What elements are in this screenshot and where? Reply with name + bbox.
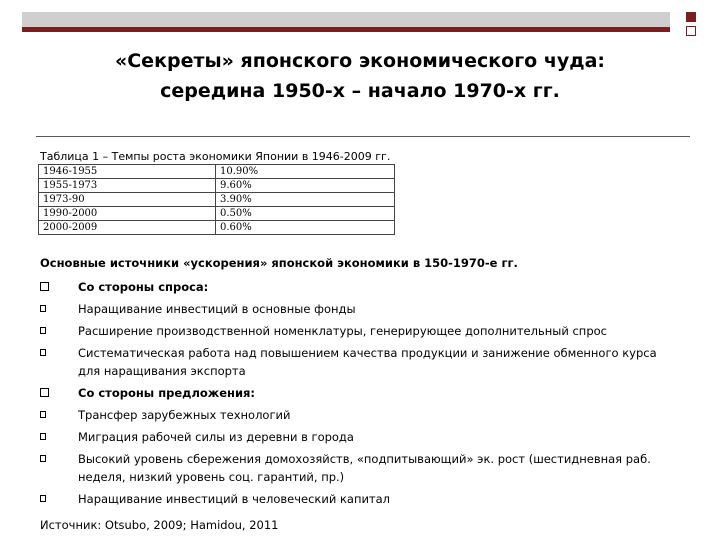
section-heading: Основные источники «ускорения» японской экономики в 150-1970-е гг.	[40, 256, 518, 270]
table-row	[39, 165, 395, 179]
list-item-text: Наращивание инвестиций в основные фонды	[78, 302, 356, 316]
list-item	[40, 450, 680, 486]
list-item	[40, 384, 680, 402]
square-bullet-icon	[40, 388, 49, 397]
square-bullet-icon	[40, 282, 49, 291]
list-item	[40, 278, 680, 296]
corner-square-filled	[686, 12, 696, 22]
list-item	[40, 344, 680, 380]
slide-title-line2: середина 1950-х – начало 1970-х гг.	[160, 80, 560, 102]
list-item	[40, 490, 680, 508]
growth-rate-table	[38, 164, 395, 235]
list-item	[40, 300, 680, 318]
list-item	[40, 428, 680, 446]
table-cell-period: 1946-1955	[39, 165, 216, 179]
bullet-icon	[40, 433, 46, 440]
table-row	[39, 221, 395, 235]
bullet-icon	[40, 305, 46, 312]
header-bar	[22, 12, 670, 32]
corner-square-outline	[686, 26, 696, 36]
table-cell-rate: 0.60%	[216, 221, 395, 235]
table-cell-rate: 10.90%	[216, 165, 395, 179]
list-item	[40, 322, 680, 340]
demand-label: Со стороны спроса:	[78, 280, 209, 294]
list-item-text: Наращивание инвестиций в человеческий капитал	[78, 492, 391, 506]
source-note: Источник: Otsubo, 2009; Hamidou, 2011	[40, 518, 279, 532]
content-block	[40, 254, 680, 534]
table-row	[39, 179, 395, 193]
list-item	[40, 406, 680, 424]
list-item-text: Трансфер зарубежных технологий	[78, 408, 291, 422]
table-cell-rate: 9.60%	[216, 179, 395, 193]
list-item-text: Систематическая работа над повышением качества продукции и занижение обменного курса для наращивания экспорта	[78, 346, 657, 378]
slide-title-line1: «Секреты» японского экономического чуда:	[114, 50, 606, 72]
list-item-text: Миграция рабочей силы из деревни в города	[78, 430, 354, 444]
table-cell-period: 1955-1973	[39, 179, 216, 193]
list-item-text: Расширение производственной номенклатуры, генерирующее дополнительный спрос	[78, 324, 607, 338]
bullet-icon	[40, 411, 46, 418]
table-row	[39, 193, 395, 207]
divider-line	[36, 136, 690, 137]
table-row	[39, 207, 395, 221]
table-cell-period: 1990-2000	[39, 207, 216, 221]
table-cell-rate: 0.50%	[216, 207, 395, 221]
bullet-icon	[40, 455, 46, 462]
supply-label: Со стороны предложения:	[78, 386, 256, 400]
list-item-text: Высокий уровень сбережения домохозяйств, «подпитывающий» эк. рост (шестидневная раб. неделя, низкий уровень соц. гарантий, пр.)	[78, 452, 651, 484]
table-cell-period: 1973-90	[39, 193, 216, 207]
bullet-icon	[40, 327, 46, 334]
table-cell-rate: 3.90%	[216, 193, 395, 207]
table-caption: Таблица 1 – Темпы роста экономики Японии в 1946-2009 гг.	[40, 150, 391, 163]
table-cell-period: 2000-2009	[39, 221, 216, 235]
bullet-icon	[40, 495, 46, 502]
bullet-icon	[40, 349, 46, 356]
